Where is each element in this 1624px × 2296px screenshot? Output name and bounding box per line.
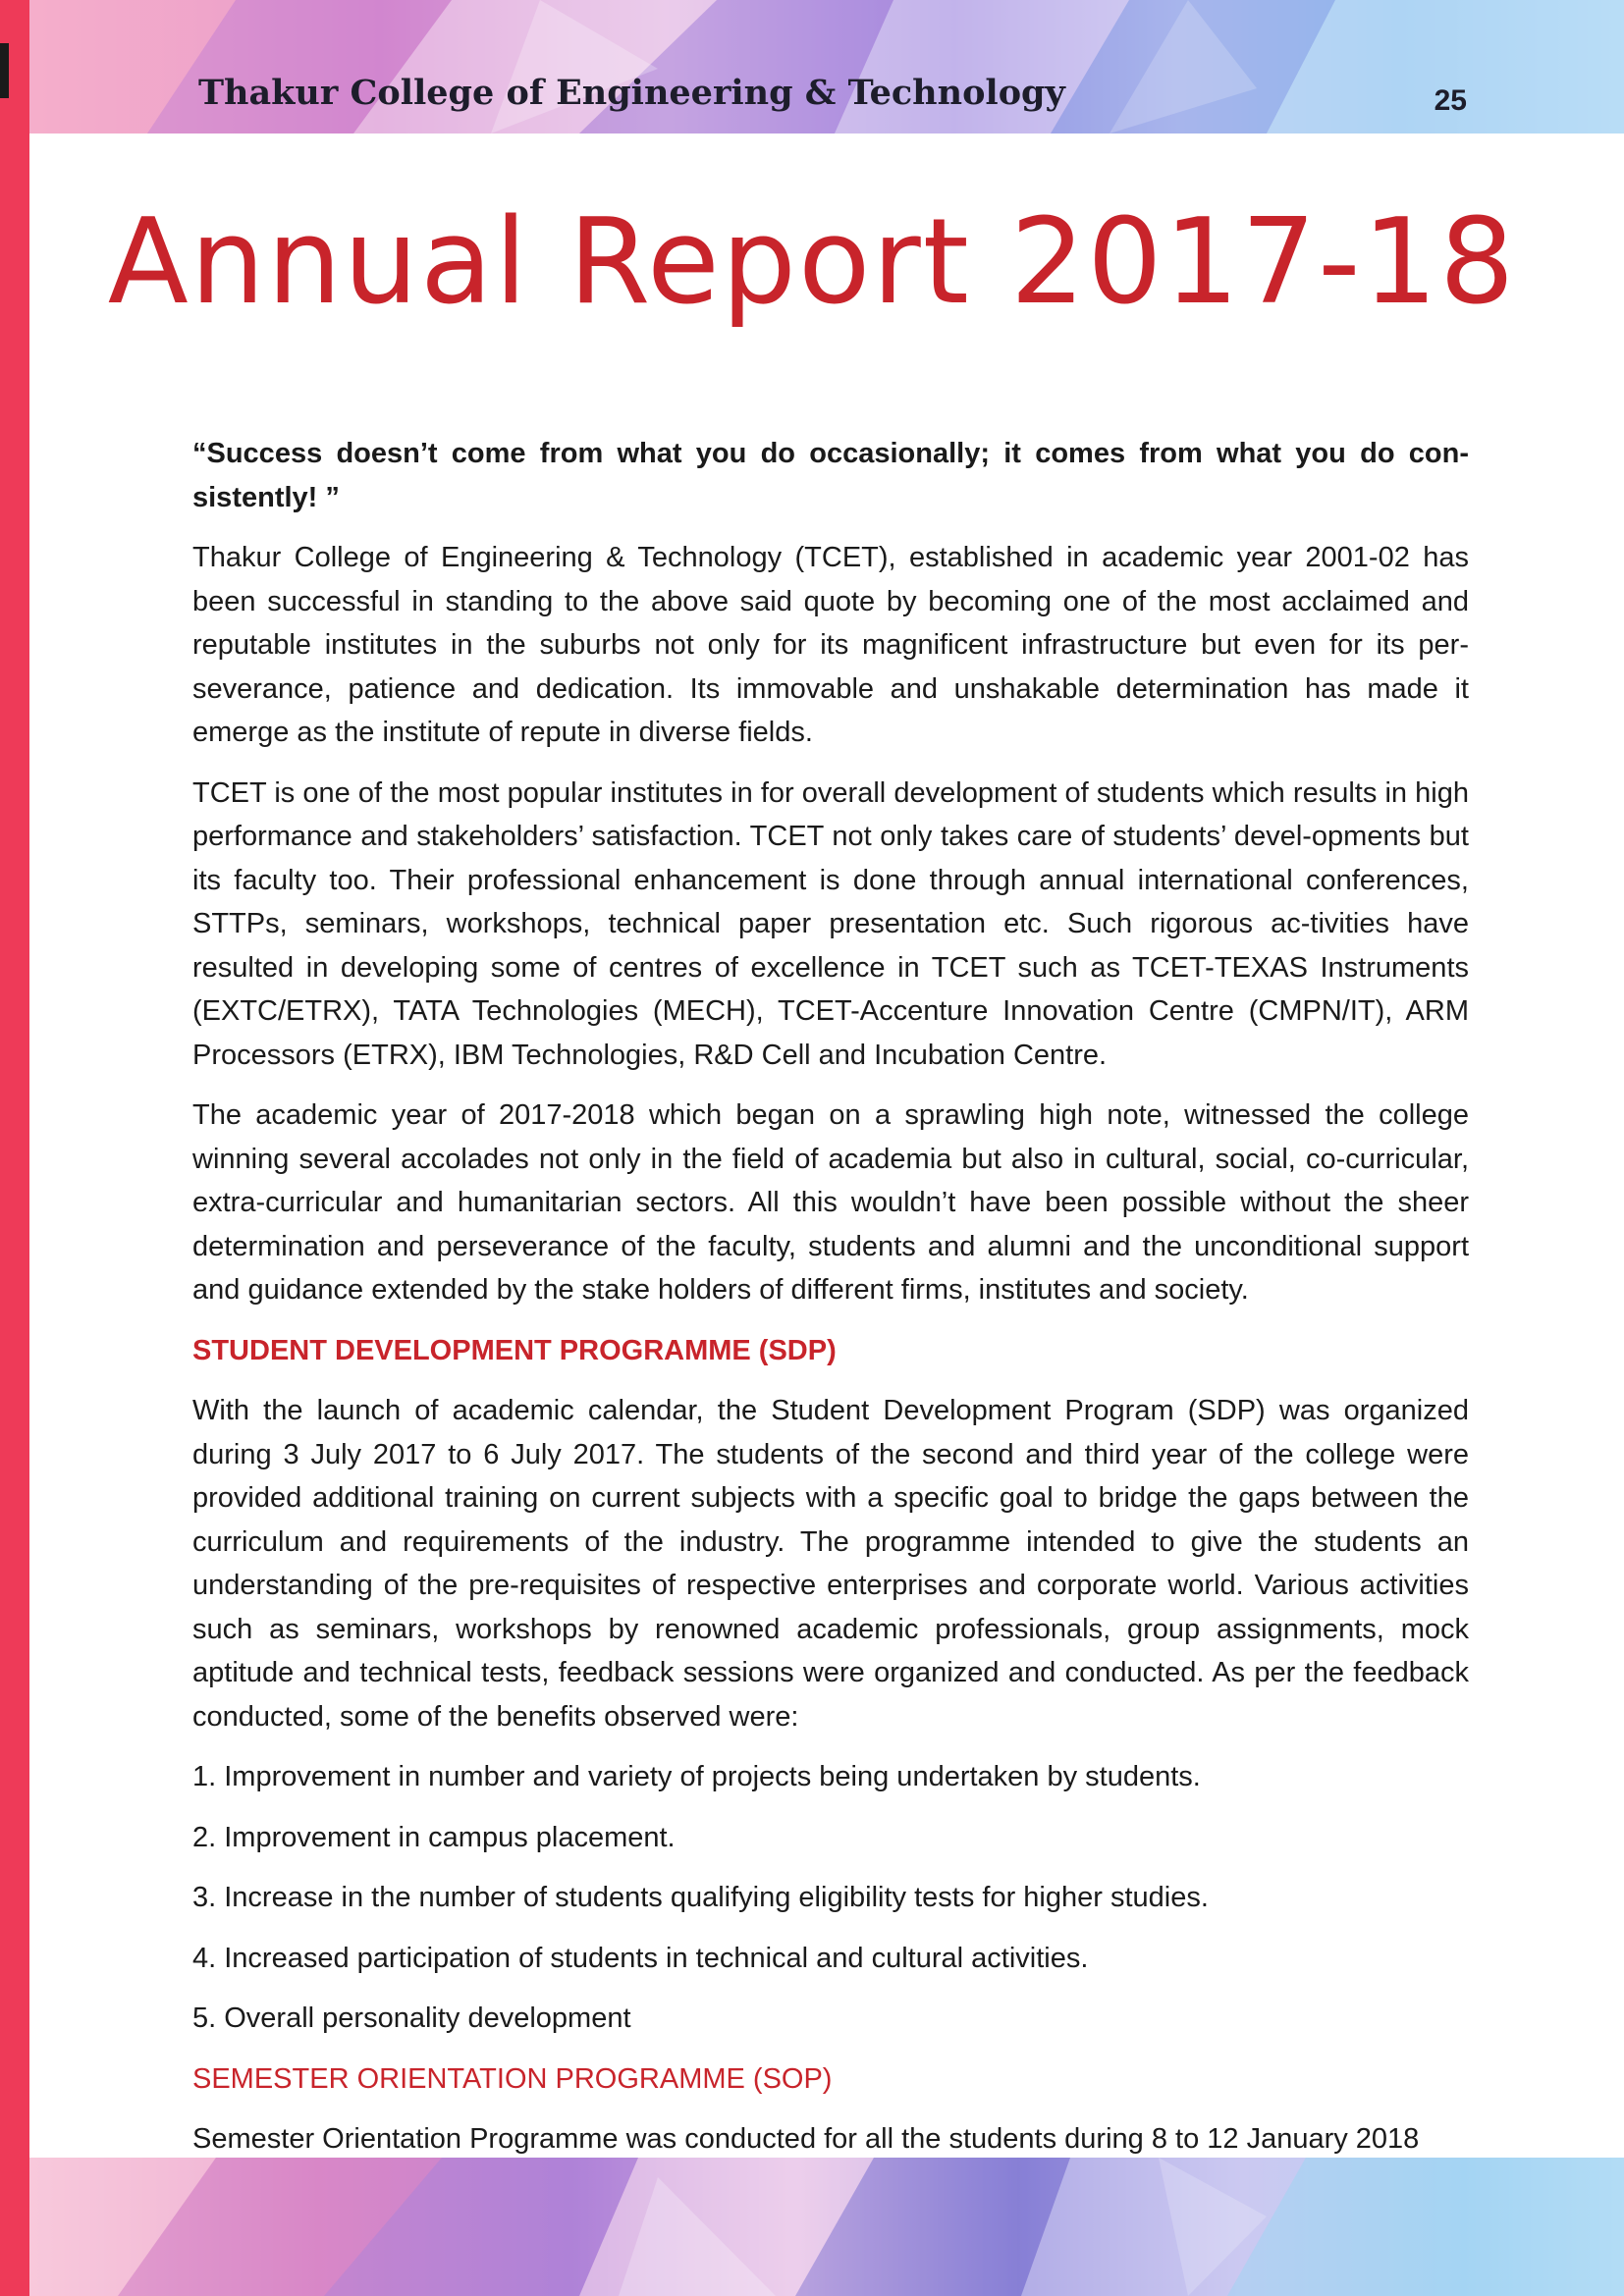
opening-quote: “Success doesn’t come from what you do occasionally; it comes from what you do con-sistently! ” (192, 438, 1469, 513)
benefit-list-item: 3. Increase in the number of students qualifying eligibility tests for higher studies. (192, 1882, 1209, 1913)
side-tab-marker (0, 43, 9, 98)
intro-paragraph: The academic year of 2017-2018 which began on a sprawling high note, witnessed the college winning several accolades not only in the field of academia but also in cultural, social, co-curricular, extra-curricular and humanitarian sectors. All this wouldn’t have been possible without the sheer determination and perseverance of the faculty, students and alumni and the unconditional support and guidance extended by the stake holders of different firms, institutes and society. (192, 1099, 1469, 1306)
intro-paragraph: TCET is one of the most popular institutes in for overall development of students which results in high performance and stakeholders’ satisfaction. TCET not only takes care of students’ devel-opments but its faculty too. Their professional enhancement is done through annual international conferences, STTPs, seminars, workshops, technical paper presentation etc. Such rigorous ac-tivities have resulted in developing some of centres of excellence in TCET such as TCET-TEXAS Instruments (EXTC/ETRX), TATA Technologies (MECH), TCET-Accenture Innovation Centre (CMPN/IT), ARM Processors (ETRX), IBM Technologies, R&D Cell and Incubation Centre. (192, 776, 1469, 1071)
header-banner (29, 0, 1624, 133)
main-content (192, 432, 1469, 2178)
benefit-list-item: 5. Overall personality development (192, 2002, 631, 2034)
footer-polygon-art (29, 2158, 1624, 2296)
page-number: 25 (1434, 84, 1467, 117)
benefit-list-item: 4. Increased participation of students in technical and cultural activities. (192, 1942, 1089, 1974)
side-color-strip (0, 0, 29, 2296)
benefit-list-item: 2. Improvement in campus placement. (192, 1821, 676, 1853)
sop-paragraph: Semester Orientation Programme was conducted for all the students during 8 to 12 January 2018 (192, 2123, 1420, 2155)
intro-paragraph: Thakur College of Engineering & Technology (TCET), established in academic year 2001-02 has been successful in standing to the above said quote by becoming one of the most acclaimed and reputable institutes in the suburbs not only for its magnificent infrastructure but even for its per-severance, patience and dedication. Its immovable and unshakable determination has made it emerge as the institute of repute in diverse fields. (192, 542, 1469, 748)
sdp-heading: STUDENT DEVELOPMENT PROGRAMME (SDP) (192, 1334, 837, 1366)
footer-banner (29, 2158, 1624, 2296)
sop-heading: SEMESTER ORIENTATION PROGRAMME (SOP) (192, 2062, 833, 2095)
header-polygon-art (29, 0, 1624, 133)
college-name: Thakur College of Engineering & Technology (198, 73, 1065, 113)
report-title: Annual Report 2017-18 (107, 194, 1517, 331)
sdp-paragraph: With the launch of academic calendar, the Student Development Program (SDP) was organized during 3 July 2017 to 6 July 2017. The students of the second and third year of the college were provided additional training on current subjects with a specific goal to bridge the gaps between the curriculum and requirements of the industry. The programme intended to give the students an understanding of the pre-requisites of respective enterprises and corporate world. Various activities such as seminars, workshops by renowned academic professionals, group assignments, mock aptitude and technical tests, feedback sessions were organized and conducted. As per the feedback conducted, some of the benefits observed were: (192, 1395, 1469, 1733)
benefit-list-item: 1. Improvement in number and variety of projects being undertaken by students. (192, 1761, 1201, 1792)
